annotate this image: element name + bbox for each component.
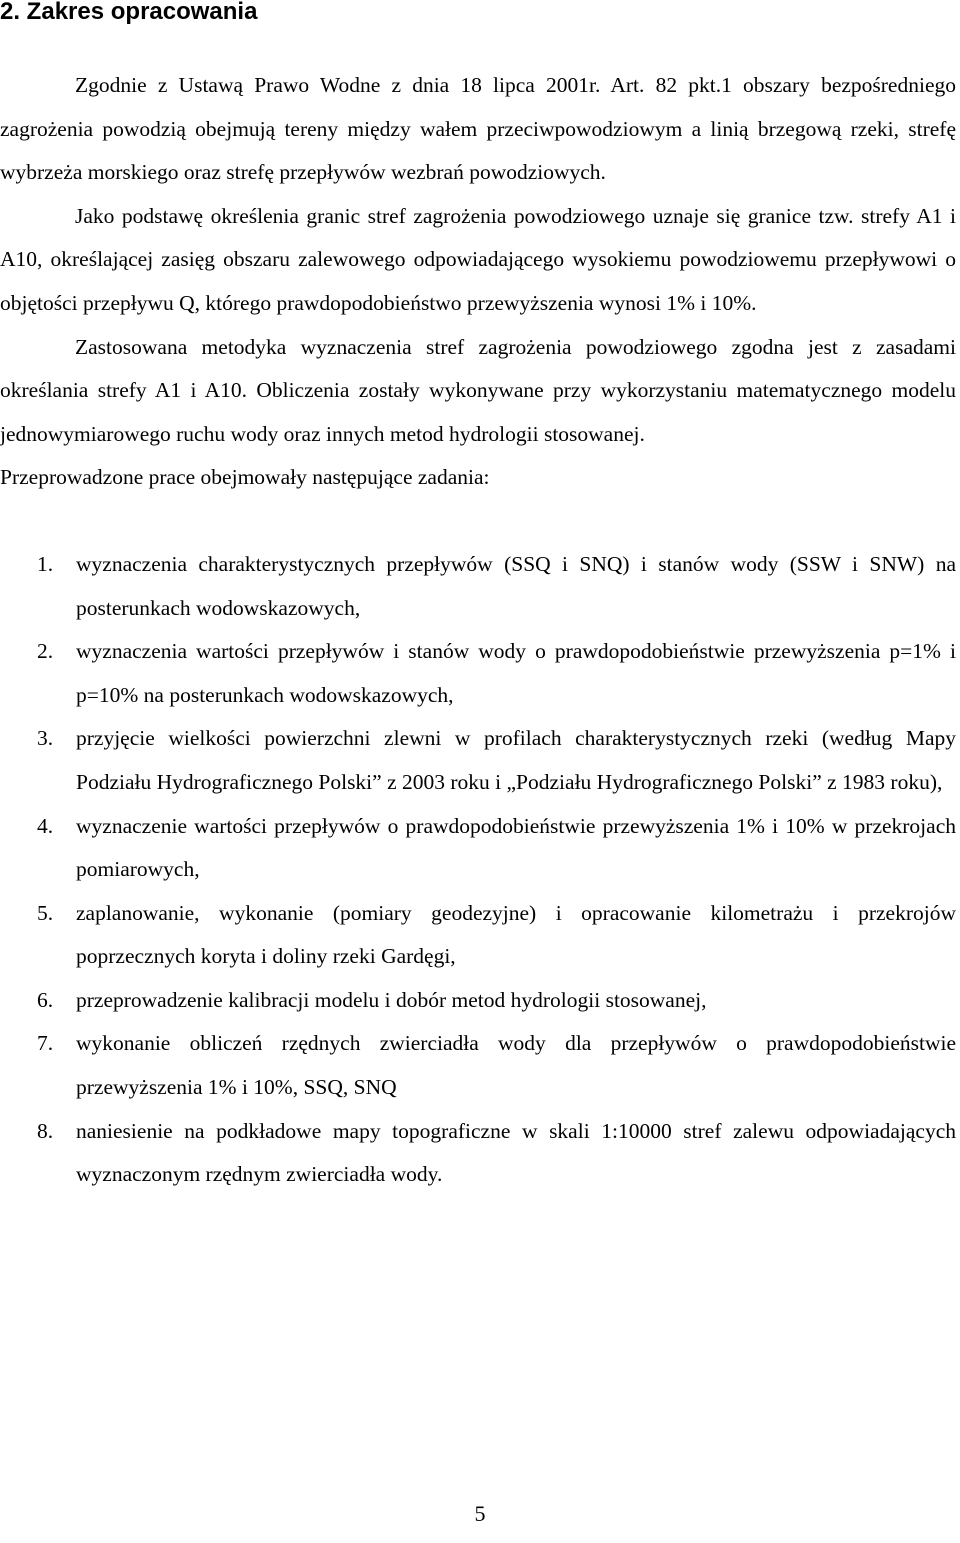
list-item	[0, 805, 956, 892]
section-body	[0, 64, 956, 1197]
list-item-text: wyznaczenia wartości przepływów i stanów wody o prawdopodobieństwie przewyższenia p=1% i p=10% na posterunkach wodowskazowych,	[76, 639, 956, 707]
list-item	[0, 1022, 956, 1109]
list-item-text: naniesienie na podkładowe mapy topograficzne w skali 1:10000 stref zalewu odpowiadających wyznaczonym rzędnym zwierciadła wody.	[76, 1118, 956, 1187]
list-item-number: 4.	[37, 813, 54, 838]
list-item-number: 6.	[37, 987, 54, 1012]
list-item-number: 3.	[37, 726, 54, 751]
section-heading: 2. Zakres opracowania	[0, 0, 258, 25]
paragraph-flood-law: Zgodnie z Ustawą Prawo Wodne z dnia 18 lipca 2001r. Art. 82 pkt.1 obszary bezpośredniego zagrożenia powodzią obejmują tereny między wałem przeciwpowodziowym a linią brzegową rzeki, strefę wybrzeża morskiego oraz strefę przepływów wezbrań powodziowych.	[0, 73, 956, 185]
list-item-number: 7.	[37, 1031, 54, 1056]
list-item-number: 5.	[37, 900, 54, 925]
list-item-text: zaplanowanie, wykonanie (pomiary geodezyjne) i opracowanie kilometrażu i przekrojów poprzecznych koryta i doliny rzeki Gardęgi,	[76, 900, 956, 969]
list-item	[0, 630, 956, 717]
page-number: 5	[474, 1501, 486, 1526]
list-item-text: wyznaczenia charakterystycznych przepływów (SSQ i SNQ) i stanów wody (SSW i SNW) na posterunkach wodowskazowych,	[76, 551, 956, 620]
list-item	[0, 1110, 956, 1197]
list-item	[0, 717, 956, 804]
list-item-number: 2.	[37, 639, 54, 664]
tasks-list	[0, 543, 956, 1197]
list-item-number: 8.	[37, 1118, 54, 1143]
list-item-text: wyznaczenie wartości przepływów o prawdopodobieństwie przewyższenia 1% i 10% w przekrojach pomiarowych,	[76, 813, 956, 882]
list-item	[0, 543, 956, 630]
tasks-intro: Przeprowadzone prace obejmowały następujące zadania:	[0, 465, 490, 490]
list-item-number: 1.	[37, 551, 54, 576]
list-item-text: przeprowadzenie kalibracji modelu i dobór metod hydrologii stosowanej,	[76, 987, 707, 1012]
paragraph-methodology: Zastosowana metodyka wyznaczenia stref zagrożenia powodziowego zgodna jest z zasadami określania strefy A1 i A10. Obliczenia zostały wykonywane przy wykorzystaniu matematycznego modelu jednowymiarowego ruchu wody oraz innych metod hydrologii stosowanej.	[0, 334, 956, 446]
list-item-text: wykonanie obliczeń rzędnych zwierciadła wody dla przepływów o prawdopodobieństwie przewyższenia 1% i 10%, SSQ, SNQ	[76, 1031, 956, 1100]
list-item	[0, 979, 956, 1023]
list-item-text: przyjęcie wielkości powierzchni zlewni w profilach charakterystycznych rzeki (według Mapy Podziału Hydrograficznego Polski” z 2003 roku i „Podziału Hydrograficznego Polski” z 1983 roku),	[76, 726, 956, 794]
list-item	[0, 892, 956, 979]
paragraph-zone-basis: Jako podstawę określenia granic stref zagrożenia powodziowego uznaje się granice tzw. strefy A1 i A10, określającej zasięg obszaru zalewowego odpowiadającego wysokiemu powodziowemu przepływowi o objętości przepływu Q, którego prawdopodobieństwo przewyższenia wynosi 1% i 10%.	[0, 203, 956, 315]
